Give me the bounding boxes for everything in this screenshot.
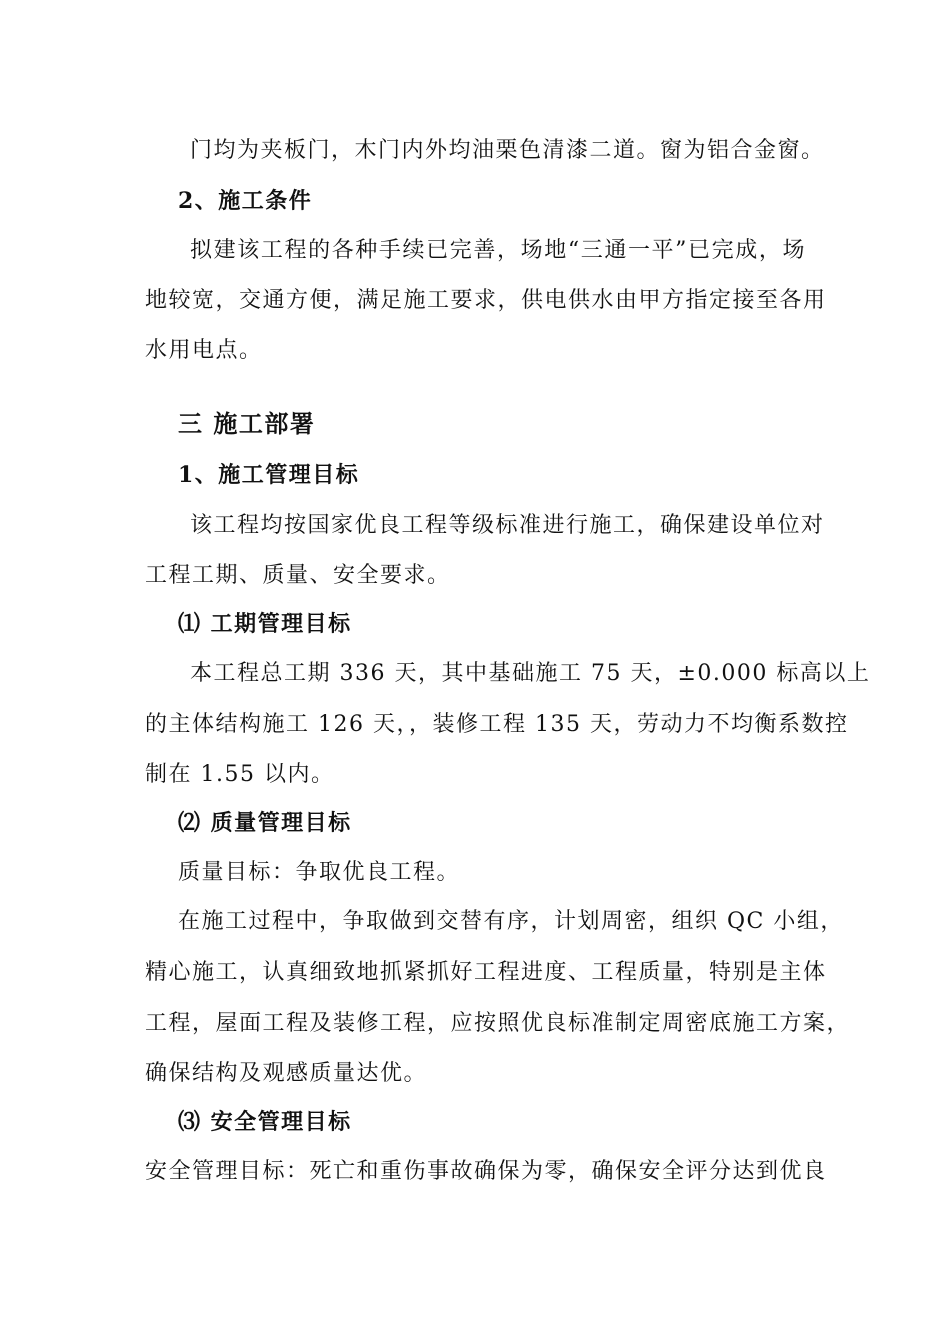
paragraph-line-goals-2: 工程工期、质量、安全要求。 xyxy=(145,563,451,588)
paragraph-line-doors: 门均为夹板门，木门内外均油栗色清漆二道。窗为铝合金窗。 xyxy=(190,138,825,163)
paragraph-line-quality-1: 在施工过程中，争取做到交替有序，计划周密，组织 QC 小组， xyxy=(178,909,844,934)
paragraph-line-goals-1: 该工程均按国家优良工程等级标准进行施工，确保建设单位对 xyxy=(190,513,825,538)
paragraph-line-schedule-3: 制在 1.55 以内。 xyxy=(145,762,335,787)
paragraph-line-safety-1: 安全管理目标：死亡和重伤事故确保为零，确保安全评分达到优良 xyxy=(145,1159,827,1184)
subsection-heading-quality-goal: ⑵ 质量管理目标 xyxy=(178,810,352,836)
paragraph-line-quality-target: 质量目标：争取优良工程。 xyxy=(178,860,461,885)
paragraph-line-quality-3: 工程，屋面工程及装修工程，应按照优良标准制定周密底施工方案， xyxy=(145,1011,851,1036)
subsection-heading-safety-goal: ⑶ 安全管理目标 xyxy=(178,1109,352,1135)
paragraph-line-quality-2: 精心施工，认真细致地抓紧抓好工程进度、工程质量，特别是主体 xyxy=(145,960,827,985)
paragraph-line-quality-4: 确保结构及观感质量达优。 xyxy=(145,1061,428,1086)
paragraph-line-schedule-2: 的主体结构施工 126 天，，装修工程 135 天，劳动力不均衡系数控 xyxy=(145,712,849,737)
paragraph-line-conditions-1: 拟建该工程的各种手续已完善，场地“三通一平”已完成，场 xyxy=(190,238,806,263)
paragraph-line-conditions-2: 地较宽，交通方便，满足施工要求，供电供水由甲方指定接至各用 xyxy=(145,288,827,313)
chapter-heading-deployment: 三 施工部署 xyxy=(178,409,316,438)
paragraph-line-schedule-1: 本工程总工期 336 天，其中基础施工 75 天，±0.000 标高以上 xyxy=(190,661,871,686)
subsection-heading-schedule-goal: ⑴ 工期管理目标 xyxy=(178,611,352,637)
section-heading-management-goals: 1、施工管理目标 xyxy=(178,462,360,488)
paragraph-line-conditions-3: 水用电点。 xyxy=(145,338,263,363)
section-heading-construction-conditions: 2、施工条件 xyxy=(178,188,313,214)
